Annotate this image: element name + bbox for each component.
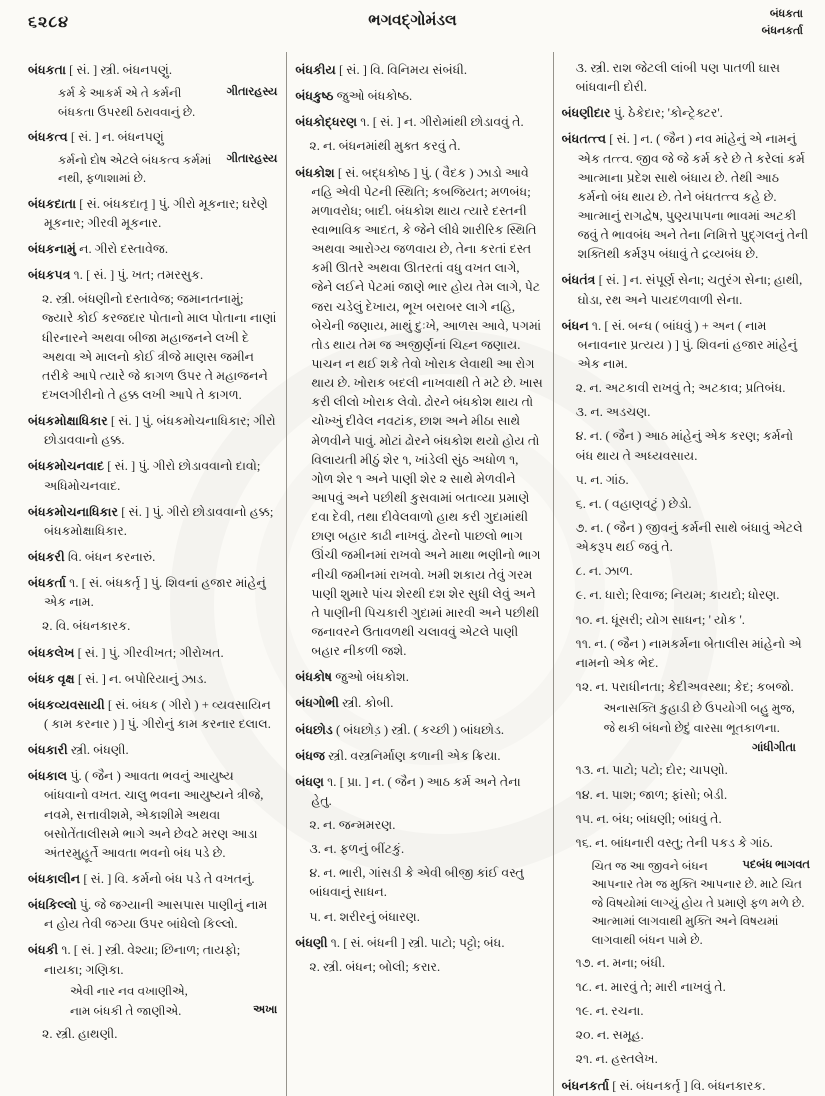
dict-sub: ૫. ન. ગાંઠ. [575,472,629,487]
headword: બંધકારી [28,743,71,758]
dict-entry: બંધજ સ્ત્રી. વસ્ત્રનિર્માણ કળાની એક ક્રિયા. [295,748,501,763]
headword: બંધકવ્યવસાયી [28,697,108,712]
headword: બંધકીય [295,63,339,77]
headword: બંધજ [295,748,329,763]
column-3 [553,52,819,1096]
headword: બંધકમોચનવાદ [28,459,108,474]
headword: બંધતત્ત્વ [561,132,610,147]
dict-sub: ૨. સ્ત્રી. બંધન; બોલી; કરાર. [309,959,441,974]
dict-entry: બંધકોષ જુઓ બંધકોશ. [295,670,409,685]
citation: અખા [253,1004,278,1017]
dict-sub: ૩. ન. અડચણ. [575,405,651,420]
dict-entry: બંધકદાતા [ સં. બંધકદાતૃ ] પું. ગીરો મૂકનાર; ઘરેણે મૂકનાર; ગીરવી મૂકનાર. [28,196,268,230]
dict-sub: ૨૧. ન. હસ્તલેખ. [575,1052,658,1067]
citation: ગીતારહસ્ય [226,86,278,99]
dict-sub: ૬. ન. ( વહાણવટું ) છેડો. [575,496,692,511]
dict-entry: બંધકવ્યવસાયી [ સં. બંધક ( ગીરો ) + વ્યવસાયિન ( કામ કરનાર ) ] પું. ગીરોનું કામ કરનાર દલાલ. [28,697,271,732]
dict-sub: ૭. ન. ( જૈન ) જીવનું કર્મની સાથે બંધાવું એટલે એકરૂપ થઈ જવું તે. [575,520,803,555]
dict-sub: ૯. ન. ધારો; રિવાજ; નિયમ; કાયદો; ધોરણ. [575,588,780,603]
headword: બંધણી [295,935,331,950]
dict-verse: અનાસક્તિ કુહાડી છે ઉપયોગી બહુ મુજ, [603,701,795,716]
dict-entry: બંધકતા [ સં. ] સ્ત્રી. બંધનપણું. [28,63,172,77]
citation: ગીતારહસ્ય [226,153,278,166]
headword: બંધકત્વ [28,129,71,144]
dict-sub: ૨. સ્ત્રી. હાથણી. [42,1027,118,1042]
dict-entry: બંધણ ૧. [ પ્રા. ] ન. ( જૈન ) આઠ કર્મ અને તેના હેતુ. [295,774,521,808]
book-title: ભગવદ્ગોમંડલ [368,12,457,29]
headword: બંધકરી [28,550,68,565]
dict-entry: બંધન ૧. [ સં. બન્ધ ( બાંધવું ) + અન ( નામ બનાવનાર પ્રત્યય ) ] પું. શિવનાં હજાર માંહેનું એક નામ. [561,318,798,371]
dict-entry: બંધકિલ્લો પું. જે જગ્યાની આસપાસ પાણીનું નામ ન હોય તેવી જગ્યા ઉપર બાંધેલો કિલ્લો. [28,898,268,932]
dict-sub: ૨. સ્ત્રી. બંધણીનો દસ્તાવેજ; જમાનતનામું; જ્યારે કોઈ કરજદાર પોતાનો માલ પોતાના નાણાં ધીરનારને અથવા બીજા મહાજનને લખી દે અથવા એ માલનો કોઈ ત્રીજે માણસ જમીન તરીકે આપે ત્યારે જે કાગળ ઉપર તે મહાજનને દખલગીરીનો તે હક્ક લખી આપે તે કાગળ. [42,292,277,403]
headword: બંધકિલ્લો [28,898,80,913]
dict-entry: બંધકારી સ્ત્રી. બંધણી. [28,743,129,758]
column-2 [286,52,552,1096]
page-number: ૬૨૮૪ [28,14,70,31]
headword: બંધકોદ્ધરણ [295,115,361,130]
dict-sub: ૨. ન. બંધનમાંથી મુક્ત કરવું તે. [309,139,461,154]
dict-entry: બંધતત્ત્વ [ સં. ] ન. ( જૈન ) નવ માંહેનું એ નામનું એક તત્ત્વ. જીવ જે જે કર્મ કરે છે તે કરેલાં કર્મ આત્માના પ્રદેશ સાથે બંધાય છે. તેથી આઠ કર્મનો બંધ થાય છે. તેને બંધતત્ત્વ કહે છે. આત્માનું રાગદ્વેષ, પુણ્યપાપના ભાવમાં અટકી જવું તે ભાવબંધ અને તેના નિમિત્તે પુદ્ગલનું તેની શક્તિથી કર્મરૂપ બંધાવું તે દ્રવ્યબંધ છે. [561,132,809,262]
dict-entry: બંધનકર્તા [ સં. બંધનકર્તૃ ] વિ. બંધનકારક. [561,1078,766,1093]
dict-sub: ૪. ન. ભારી, ગાંસડી કે એવી બીજી કાંઈ વસ્તુ બાંધવાનું સાધન. [309,866,524,900]
dict-sub: ૩. ન. ફળનું બીંટકું. [309,842,405,857]
dict-entry: બંધકાલ પું. ( જૈન ) આવતા ભવનું આયુષ્ય બાંધવાનો વખત. ચાલુ ભવના આયુષ્યને ત્રીજે, નવમે, સત્તાવીશમે, એકાશીમે અથવા બસોતેંતાલીસમે ભાગે અને છેવટે મરણ આડા અંતરમુહૂર્તે આવતા ભવનો બંધ પડે છે. [28,769,264,860]
dict-sub: ૧૩. ન. પાટો; પટો; દોર; ચાપણો. [575,763,728,778]
headword: બંધનકર્તા [561,1078,613,1093]
dict-entry: બંધકમોચનાધિકાર [ સં. ] પું. ગીરો છોડાવવાનો હક્ક; બંધકમોક્ષાધિકાર. [28,504,274,538]
headword: બંધકમોક્ષાધિકાર [28,414,111,429]
headword: બંધગોભી [295,696,343,711]
dict-verse: જે થકી બંધનો છેદું વારસા ભૂતકાળના. [603,721,780,736]
dict-entry: બંધણીદાર પું. ઠેકેદાર; 'કોન્ટ્રેક્ટર'. [561,106,723,121]
headword: બંધકોશ [295,165,338,180]
headword: બંધકતા [28,63,70,77]
headword: બંધતંત્ર [561,273,599,288]
dict-sub: ૧૮. ન. મારવું તે; મારી નાખવું તે. [575,980,726,995]
headword: બંધકદાતા [28,196,80,211]
dict-citeline: ગાંધીગીતા [752,740,796,754]
dict-sub: ૧૨. ન. પરાધીનતા; કેદીઅવસ્થા; કેદ; કબજો. [575,679,794,694]
headword: બંધણીદાર [561,106,614,121]
guide-word-first: બંધકતા [769,8,803,20]
dict-entry: બંધકનામું ન. ગીરો દસ્તાવેજ. [28,242,168,257]
dict-verse: અખા નામ બંધકી તે જાણીએ. [70,1004,278,1019]
dict-entry: બંધક વૃક્ષ [ સં. ] ન. બપોરિયાનું ઝાડ. [28,671,207,686]
dict-sub: ૨. વિ. બંધનકારક. [42,619,131,634]
dict-sub: ૧૦. ન. ધૂંસરી; યોગ સાધન; ' યોક '. [575,612,745,627]
headword: બંધકલેખ [28,645,78,660]
headword: બંધકી [28,943,62,958]
headword: બંધકાલ [28,769,71,784]
dict-quote: ગીતારહસ્ય કર્મનો દોષ એટલે બંધકત્વ કર્મમાં નથી, ફળાશામાં છે. [58,153,278,186]
headword: બંધકોષ [295,670,336,685]
dict-sub: ૩. સ્ત્રી. રાશ જેટલી લાંબી પણ પાતળી ઘાસ બાંધવાની દોરી. [575,61,781,95]
headword: બંધણ [295,774,328,789]
dict-entry: બંધકોશ [ સં. બદ્ધકોષ્ઠ ] પું. ( વૈદક ) ઝાડો આવે નહિ એવી પેટની સ્થિતિ; કબજિયત; મળબંધ; મળાવરોધ; બાદી. બંધકોશ થાય ત્યારે દસ્તની સ્વાભાવિક આદત, કે જેને લીધે શારીરિક સ્થિતિ અથવા આરોગ્ય જળવાય છે, તેના કરતાં દસ્ત કમી ઊતરે અથવા ઊતરતાં વધુ વખત લાગે, જેને લઈને પેટમાં જાણે ભાર હોય તેમ લાગે, પેટ જરા ચડેલું દેખાય, ભૂખ બરાબર લાગે નહિ, બેચેની જણાય, માથું દુઃખે, આળસ આવે, પગમાં તોડ થાય તેમ જ અજીર્ણનાં ચિહ્ન જણાય. પાચન ન થઈ શકે તેવો ખોરાક લેવાથી આ રોગ થાય છે. ખોરાક બદલી નાખવાથી તે મટે છે. ખાસ કરી લીલો ખોરાક લેવો. ઢોરને બંધકોશ થાય તો ચોખ્ખું દીવેલ નવટાંક, છાશ અને મીઠા સાથે મેળવીને પાવું. મોટાં ઢોરને બંધકોશ થયો હોય તો વિલાયતી મીઠું શેર ૧, ખાંડેલી સુંઠ અધોળ ૧, ગોળ શેર ૧ અને પાણી શેર ૨ સાથે મેળવીને આપવું અને પછીથી કુસવામાં બતાવ્યા પ્રમાણે દવા દેવી, તથા દીવેલવાળો હાથ કરી ગુદામાંથી છાણ બહાર કાઢી નાખવું. ઢોરનો પાછલો ભાગ ઊંચી જમીનમાં રાખવો અને માથા ભણીનો ભાગ નીચી જમીનમાં રાખવો. ખમી શકાય તેવું ગરમ પાણી શુમારે પાંચ શેરથી દશ શેર સુધી લેવું અને તે પાણીની પિચકારી ગુદામાં મારવી અને પછીથી જનાવરને ઉતાવળથી ચલાવવું એટલે પાણી બહાર નીકળી જશે. [295,165,543,659]
dict-sub: ૧૬. ન. બાંધનારી વસ્તુ; તેની પકડ કે ગાંઠ. [575,835,773,850]
column-1 [20,52,286,1096]
text-columns [20,52,819,1093]
guide-word-last: બંધનકર્તા [761,25,803,38]
dict-entry: બંધગોભી સ્ત્રી. કોબી. [295,696,394,711]
dict-entry: બંધકત્વ [ સં. ] ન. બંધનપણું [28,129,164,144]
dict-sub: ૧૧. ન. ( જૈન ) નામકર્મના બેતાલીસ માંહેનો એ નામનો એક ભેદ. [575,636,802,670]
dict-sub: ૫. ન. શરીરનું બંધારણ. [309,909,420,924]
headword: બંધકાલીન [28,872,84,886]
headword: બંધકનામું [28,242,80,257]
dict-quote: પદબંધ ભાગવત ચિત જ આ જીવને બંધન આપનાર તેમ જ મુક્તિ આપનાર છે. માટે ચિત જે વિષયોમાં લાગ્યું હોય તે પ્રમાણે ફળ મળે છે. આત્મામાં લાગવાથી મુક્તિ અને વિષયમાં લાગવાથી બંધન પામે છે. [591,859,810,947]
headword: બંધછોડ [295,722,336,737]
dict-verse: એવી નાર નવ વખાણીએ, [70,983,188,998]
dict-entry: બંધછોડ ( બંધછોડ઼ ) સ્ત્રી. ( કચ્છી ) બાંધછોડ. [295,722,505,737]
headword: બંધન [561,318,592,333]
headword: બંધકમોચનાધિકાર [28,504,122,519]
dict-sub: ૪. ન. ( જૈન ) આઠ માંહેનું એક કરણ; કર્મનો બંધ થાય તે અધ્યવસાય. [575,429,794,463]
citation: પદબંધ ભાગવત [742,859,810,871]
dict-entry: બંધકાલીન [ સં. ] વિ. કર્મનો બંધ પડે તે વખતનું. [28,872,255,886]
dict-sub: ૨. ન. અટકાવી રાખવું તે; અટકાવ; પ્રતિબંધ. [575,381,786,396]
dict-entry: બંધકર્તા ૧. [ સં. બંધકર્તૃ ] પું. શિવનાં હજાર માંહેનું એક નામ. [28,576,266,610]
dict-entry: બંધકીય [ સં. ] વિ. વિનિમય સંબંધી. [295,63,468,77]
headword: બંધક વૃક્ષ [28,671,78,686]
dict-entry: બંધકમોચનવાદ [ સં. ] પું. ગીરો છોડાવવાનો દાવો; અધિમોચનવાદ. [28,459,261,493]
dict-entry: બંધકરી વિ. બંધન કરનારું. [28,550,156,565]
dict-entry: બંધકુષ્ઠ જુઓ બંધકોષ્ઠ. [295,89,413,104]
dict-sub: ૧૭. ન. મના; બંધી. [575,955,665,970]
dict-entry: બંધકપત્ર ૧. [ સં. ] પું. ખત; તમરસુક. [28,268,204,283]
dict-entry: બંધકમોક્ષાધિકાર [ સં. ] પું. બંધકમોચનાધિકાર; ગીરો છોડાવવાનો હક્ક. [28,414,276,448]
headword: બંધકુષ્ઠ [295,89,337,104]
dict-sub: ૧૯. ન. રચના. [575,1004,644,1019]
dict-entry: બંધકી ૧. [ સં. ] સ્ત્રી. વેશ્યા; છિનાળ; તાયફો; નાયકા; ગણિકા. [28,943,241,977]
dict-sub: ૨. ન. જન્મમરણ. [309,818,396,833]
dict-entry: બંધણી ૧. [ સં. બંધની ] સ્ત્રી. પાટો; પટ્ટો; બંધ. [295,935,505,950]
dict-entry: બંધતંત્ર [ સં. ] ન. સંપૂર્ણ સેના; ચતુરંગ સેના; હાથી, ઘોડા, રથ અને પાયદળવાળી સેના. [561,273,803,307]
dict-sub: ૧૪. ન. પાશ; જાળ; ફાંસો; બેડી. [575,787,728,802]
dict-sub: ૮. ન. ઝાળ. [575,564,633,579]
dict-sub: ૧૫. ન. બંધ; બાંધણી; બાંધવું તે. [575,811,722,826]
dict-entry: બંધકોદ્ધરણ ૧. [ સં. ] ન. ગીરોમાંથી છોડાવવું તે. [295,115,524,130]
page-header [0,0,825,52]
dict-entry: બંધકલેખ [ સં. ] પું. ગીરવીખત; ગીરોખત. [28,645,224,660]
guide-words [762,6,803,40]
headword: બંધકર્તા [28,576,70,591]
dict-quote: ગીતારહસ્ય કર્મ કે આકર્મ એ તે કર્મની બંધકતા ઉપરથી ઠરાવવાનું છે. [58,86,278,119]
headword: બંધકપત્ર [28,268,74,283]
dict-sub: ૨૦. ન. સમૂહ. [575,1028,644,1043]
